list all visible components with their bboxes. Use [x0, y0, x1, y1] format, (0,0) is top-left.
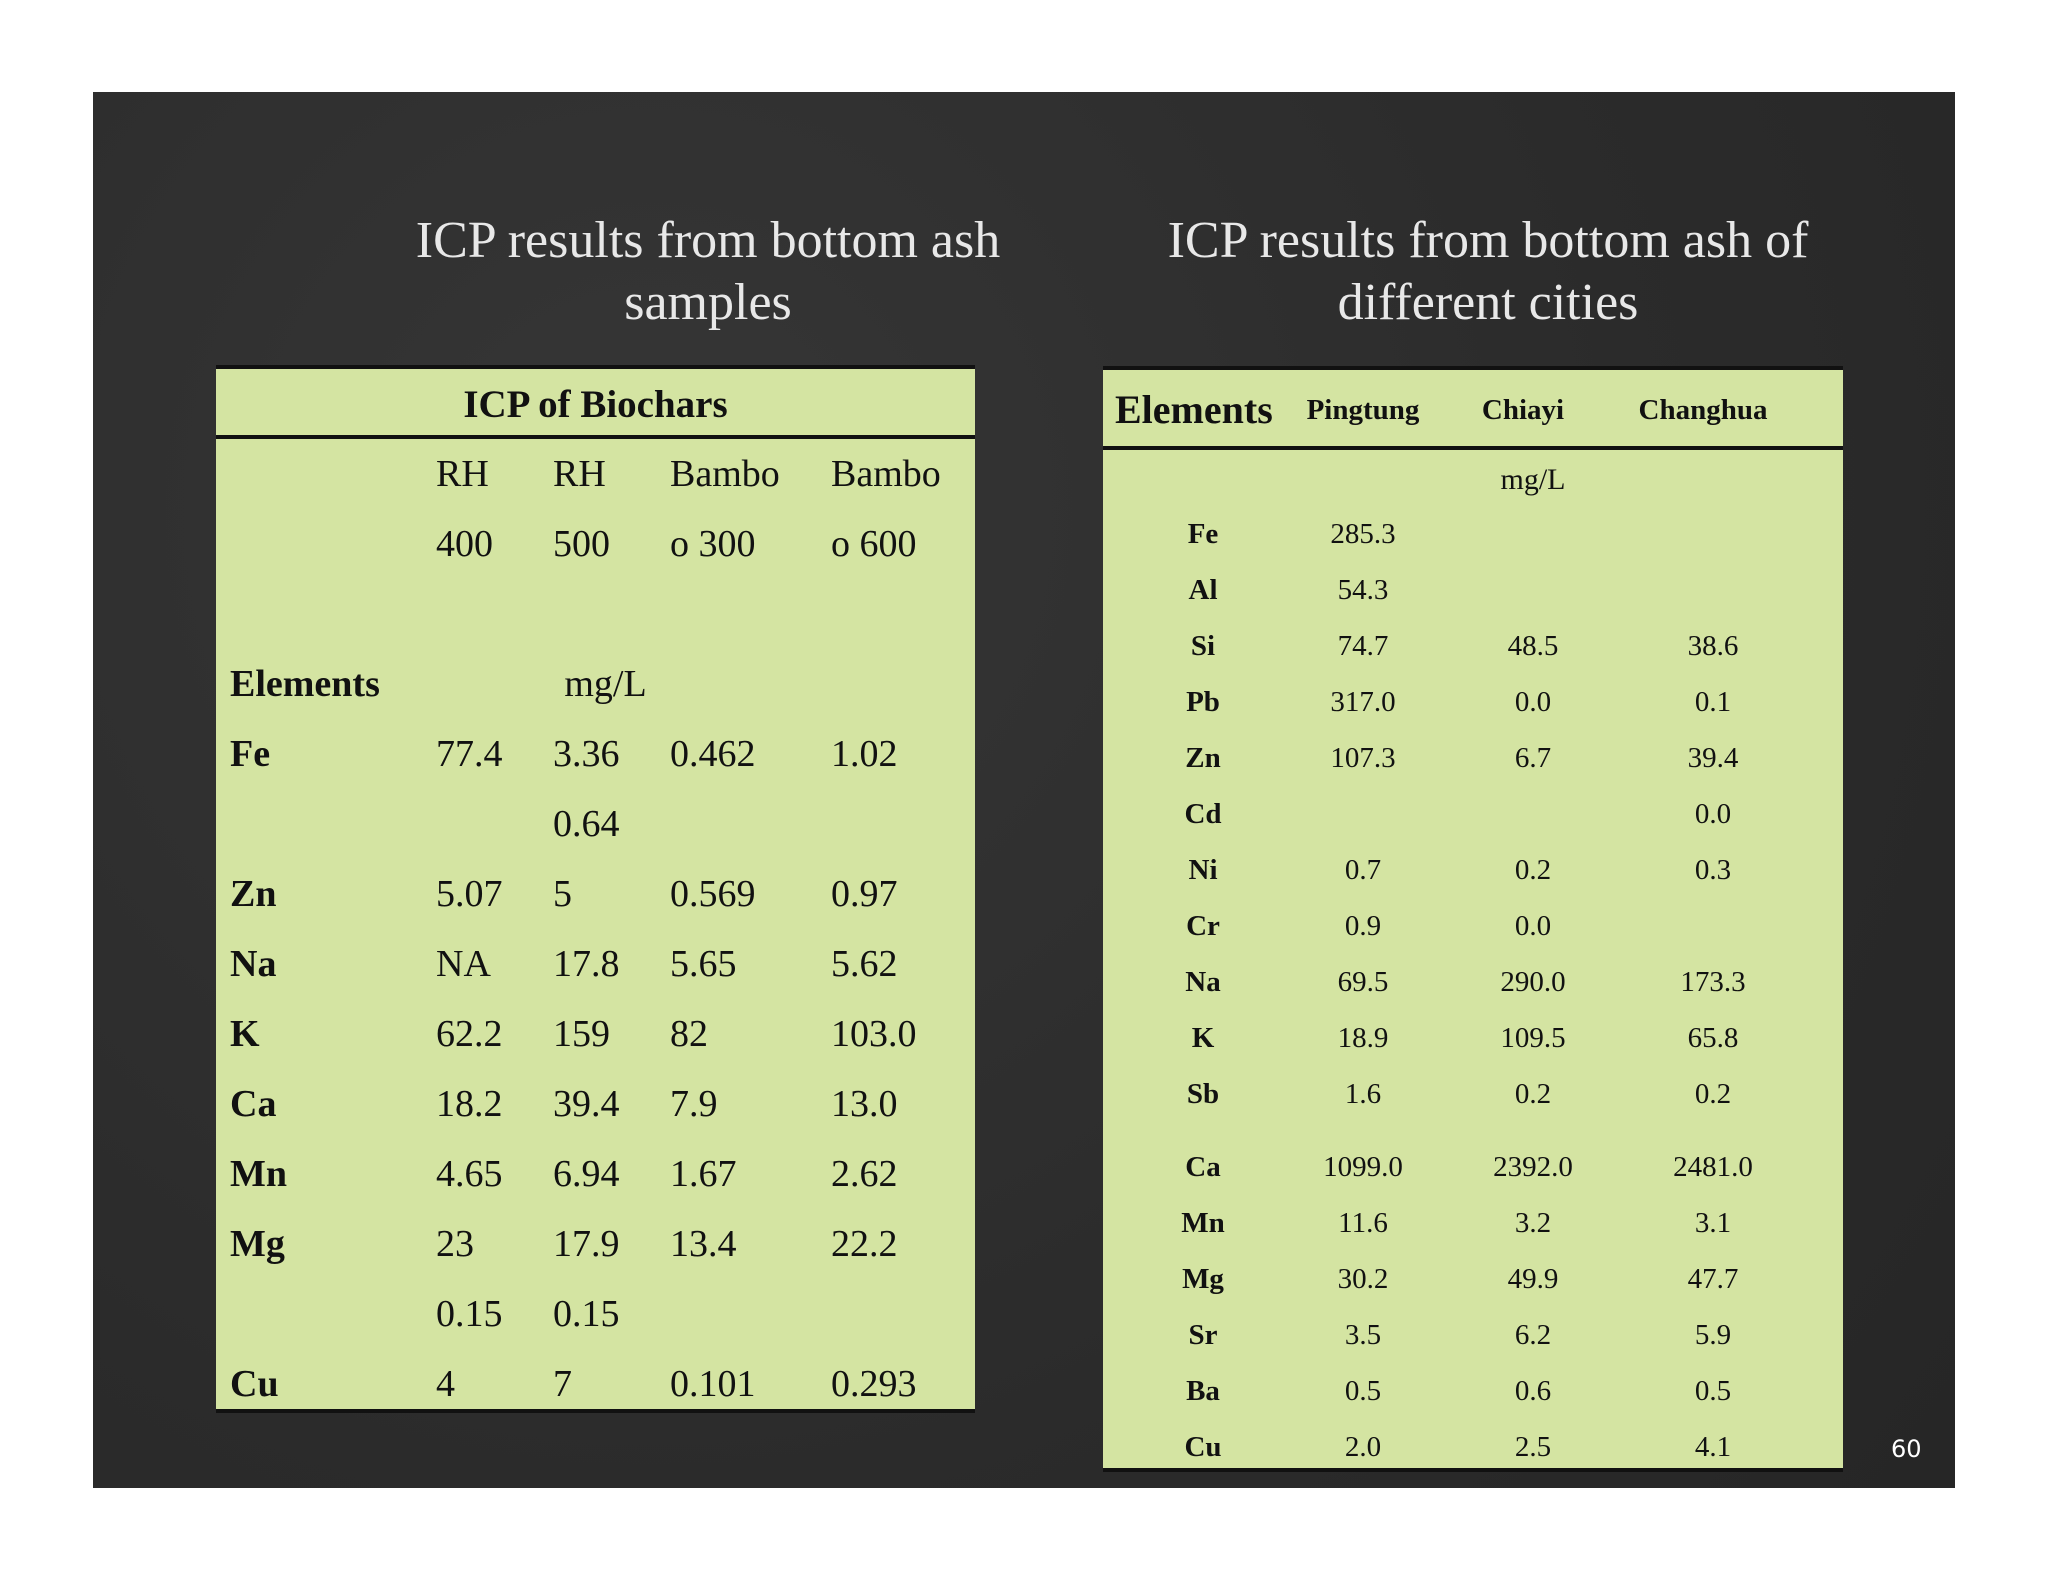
- table-cell: 4.65: [436, 1153, 503, 1195]
- table-cell: 5.65: [670, 943, 737, 985]
- table-row: [1103, 842, 1843, 898]
- table-cell: 0.101: [670, 1363, 756, 1405]
- table-row: [1103, 954, 1843, 1010]
- table-cell: 0.0: [1694, 798, 1732, 830]
- left-heading: [268, 210, 1148, 334]
- table-cell: 1.6: [1344, 1078, 1382, 1110]
- header-pingtung: Pingtung: [1306, 394, 1420, 426]
- table-row: [1103, 1066, 1843, 1122]
- table-cell: 6.7: [1514, 742, 1552, 774]
- table-cell: 13.0: [831, 1083, 898, 1125]
- table-cell: 107.3: [1330, 742, 1396, 774]
- table-cell: o 600: [831, 523, 917, 565]
- table-cell: 5.07: [436, 873, 503, 915]
- table-cell: 290.0: [1500, 966, 1566, 998]
- table-row: [216, 649, 975, 719]
- element-label: Fe: [230, 733, 271, 775]
- unit-label: mg/L: [564, 663, 647, 705]
- element-label: Mn: [230, 1153, 287, 1195]
- table-cell: 2481.0: [1673, 1151, 1753, 1183]
- element-label: Si: [1190, 630, 1216, 662]
- table-row: [216, 999, 975, 1069]
- table-cell: 77.4: [436, 733, 503, 775]
- table-cell: 11.6: [1338, 1207, 1388, 1239]
- table-cell: 23: [436, 1223, 474, 1265]
- element-label: Cu: [1184, 1431, 1222, 1463]
- element-label: Cr: [1186, 910, 1220, 942]
- table-row: [216, 1139, 975, 1209]
- table-cell: 0.2: [1514, 1078, 1552, 1110]
- table-cell: 2392.0: [1493, 1151, 1573, 1183]
- table-cell: 7.9: [670, 1083, 718, 1125]
- table-cell: 6.94: [553, 1153, 620, 1195]
- table-cell: 30.2: [1337, 1263, 1389, 1295]
- table-row: [216, 439, 975, 509]
- table-cell: 39.4: [1687, 742, 1739, 774]
- table-row: [1103, 562, 1843, 618]
- table-row: [1103, 1419, 1843, 1475]
- table-cell: 3.5: [1344, 1319, 1382, 1351]
- table-cell: 38.6: [1687, 630, 1739, 662]
- table-row: [216, 719, 975, 789]
- element-label: Pb: [1186, 686, 1220, 718]
- table-cell: 17.9: [553, 1223, 620, 1265]
- element-label: Ba: [1186, 1375, 1220, 1407]
- table-cell: 2.5: [1514, 1431, 1552, 1463]
- table-row: [1103, 1010, 1843, 1066]
- table-row: [216, 929, 975, 999]
- table-cell: 0.2: [1694, 1078, 1732, 1110]
- table-cell: 0.7: [1344, 854, 1382, 886]
- left-heading-line-2: samples: [624, 274, 792, 331]
- biochar-table-title: ICP of Biochars: [216, 369, 975, 439]
- element-label: K: [1191, 1022, 1215, 1054]
- table-cell: 4.1: [1694, 1431, 1732, 1463]
- page-number: 60: [1891, 1435, 1922, 1463]
- table-cell: Bambo: [670, 453, 780, 495]
- table-cell: 7: [553, 1363, 572, 1405]
- table-cell: 317.0: [1330, 686, 1396, 718]
- table-cell: 65.8: [1687, 1022, 1739, 1054]
- table-cell: 62.2: [436, 1013, 503, 1055]
- table-row: [1103, 1139, 1843, 1195]
- table-cell: 0.462: [670, 733, 756, 775]
- table-cell: 0.293: [831, 1363, 917, 1405]
- table-row: [1103, 506, 1843, 562]
- table-cell: 5: [553, 873, 572, 915]
- table-cell: 1.67: [670, 1153, 737, 1195]
- right-heading-line-1: ICP results from bottom ash of: [1167, 212, 1809, 269]
- table-cell: 400: [436, 523, 493, 565]
- table-cell: 285.3: [1330, 518, 1396, 550]
- cities-table-header: [1103, 370, 1843, 450]
- table-cell: RH: [436, 453, 489, 495]
- table-cell: 82: [670, 1013, 708, 1055]
- table-row: [1103, 674, 1843, 730]
- table-cell: 4: [436, 1363, 455, 1405]
- header-chiayi: Chiayi: [1481, 394, 1565, 426]
- element-label: Na: [1185, 966, 1221, 998]
- element-label: Cd: [1184, 798, 1222, 830]
- table-row: [216, 789, 975, 859]
- table-cell: 0.3: [1694, 854, 1732, 886]
- table-cell: 1099.0: [1323, 1151, 1403, 1183]
- table-row: [216, 579, 975, 649]
- table-cell: 1.02: [831, 733, 898, 775]
- header-changhua: Changhua: [1638, 394, 1768, 426]
- table-row: [1103, 1307, 1843, 1363]
- table-cell: 0.1: [1694, 686, 1732, 718]
- table-cell: NA: [436, 943, 491, 985]
- table-row: [1103, 1251, 1843, 1307]
- element-label: Sr: [1188, 1319, 1218, 1351]
- table-cell: o 300: [670, 523, 756, 565]
- table-cell: 0.0: [1514, 686, 1552, 718]
- table-cell: 500: [553, 523, 610, 565]
- table-cell: 3.1: [1694, 1207, 1732, 1239]
- table-cell: 159: [553, 1013, 610, 1055]
- table-cell: 0.2: [1514, 854, 1552, 886]
- cities-icp-table: [1103, 366, 1843, 1472]
- element-label: Ca: [230, 1083, 277, 1125]
- table-row: [216, 1349, 975, 1419]
- element-label: Mg: [1182, 1263, 1224, 1295]
- table-cell: 17.8: [553, 943, 620, 985]
- table-row: [216, 1279, 975, 1349]
- element-label: Zn: [230, 873, 277, 915]
- table-cell: 2.62: [831, 1153, 898, 1195]
- element-label: Fe: [1187, 518, 1219, 550]
- table-row: [1103, 1195, 1843, 1251]
- table-cell: 109.5: [1500, 1022, 1566, 1054]
- table-row: [1103, 618, 1843, 674]
- table-row: [1103, 786, 1843, 842]
- table-cell: 0.0: [1514, 910, 1552, 942]
- table-cell: 0.97: [831, 873, 898, 915]
- header-elements: Elements: [1115, 387, 1273, 432]
- table-row: [216, 1069, 975, 1139]
- table-cell: 0.5: [1344, 1375, 1382, 1407]
- left-heading-line-1: ICP results from bottom ash: [415, 212, 1001, 269]
- table-cell: 0.64: [553, 803, 620, 845]
- table-row: [216, 1209, 975, 1279]
- table-cell: 173.3: [1680, 966, 1746, 998]
- table-cell: 5.62: [831, 943, 898, 985]
- table-cell: 6.2: [1514, 1319, 1552, 1351]
- table-cell: 3.36: [553, 733, 620, 775]
- table-row: [216, 859, 975, 929]
- table-cell: 47.7: [1687, 1263, 1739, 1295]
- table-row: [1103, 1363, 1843, 1419]
- right-heading: [1048, 210, 1928, 334]
- table-cell: 5.9: [1694, 1319, 1732, 1351]
- table-cell: 18.2: [436, 1083, 503, 1125]
- table-cell: 69.5: [1337, 966, 1389, 998]
- table-cell: 0.9: [1344, 910, 1382, 942]
- table-cell: 49.9: [1507, 1263, 1559, 1295]
- element-label: Mn: [1181, 1207, 1225, 1239]
- table-cell: 2.0: [1344, 1431, 1382, 1463]
- table-cell: 48.5: [1507, 630, 1559, 662]
- table-cell: 103.0: [831, 1013, 917, 1055]
- element-label: Sb: [1186, 1078, 1220, 1110]
- table-cell: 54.3: [1337, 574, 1389, 606]
- table-cell: 0.5: [1694, 1375, 1732, 1407]
- table-row: [1103, 898, 1843, 954]
- table-cell: 0.15: [553, 1293, 620, 1335]
- element-label: Elements: [230, 663, 380, 705]
- biochar-table-body: [216, 439, 975, 1419]
- table-cell: 39.4: [553, 1083, 620, 1125]
- table-cell: 3.2: [1514, 1207, 1552, 1239]
- table-cell: 0.569: [670, 873, 756, 915]
- element-label: Na: [230, 943, 277, 985]
- table-cell: 18.9: [1337, 1022, 1389, 1054]
- cities-unit-row: [1103, 450, 1843, 506]
- cities-table-body: [1103, 506, 1843, 1475]
- table-row: [216, 509, 975, 579]
- table-cell: 22.2: [831, 1223, 898, 1265]
- element-label: Ca: [1185, 1151, 1221, 1183]
- right-heading-line-2: different cities: [1337, 274, 1639, 331]
- table-row: [1103, 730, 1843, 786]
- element-label: K: [230, 1013, 260, 1055]
- cities-unit-label: mg/L: [1500, 463, 1566, 496]
- table-cell: 74.7: [1337, 630, 1389, 662]
- table-cell: Bambo: [831, 453, 941, 495]
- element-label: Cu: [230, 1363, 279, 1405]
- element-label: Mg: [230, 1223, 285, 1265]
- table-cell: RH: [553, 453, 606, 495]
- element-label: Ni: [1188, 854, 1218, 886]
- table-cell: 0.6: [1514, 1375, 1552, 1407]
- table-cell: 13.4: [670, 1223, 737, 1265]
- element-label: Al: [1188, 574, 1218, 606]
- table-cell: 0.15: [436, 1293, 503, 1335]
- slide: [93, 92, 1955, 1488]
- element-label: Zn: [1185, 742, 1221, 774]
- biochar-icp-table: [216, 365, 975, 1413]
